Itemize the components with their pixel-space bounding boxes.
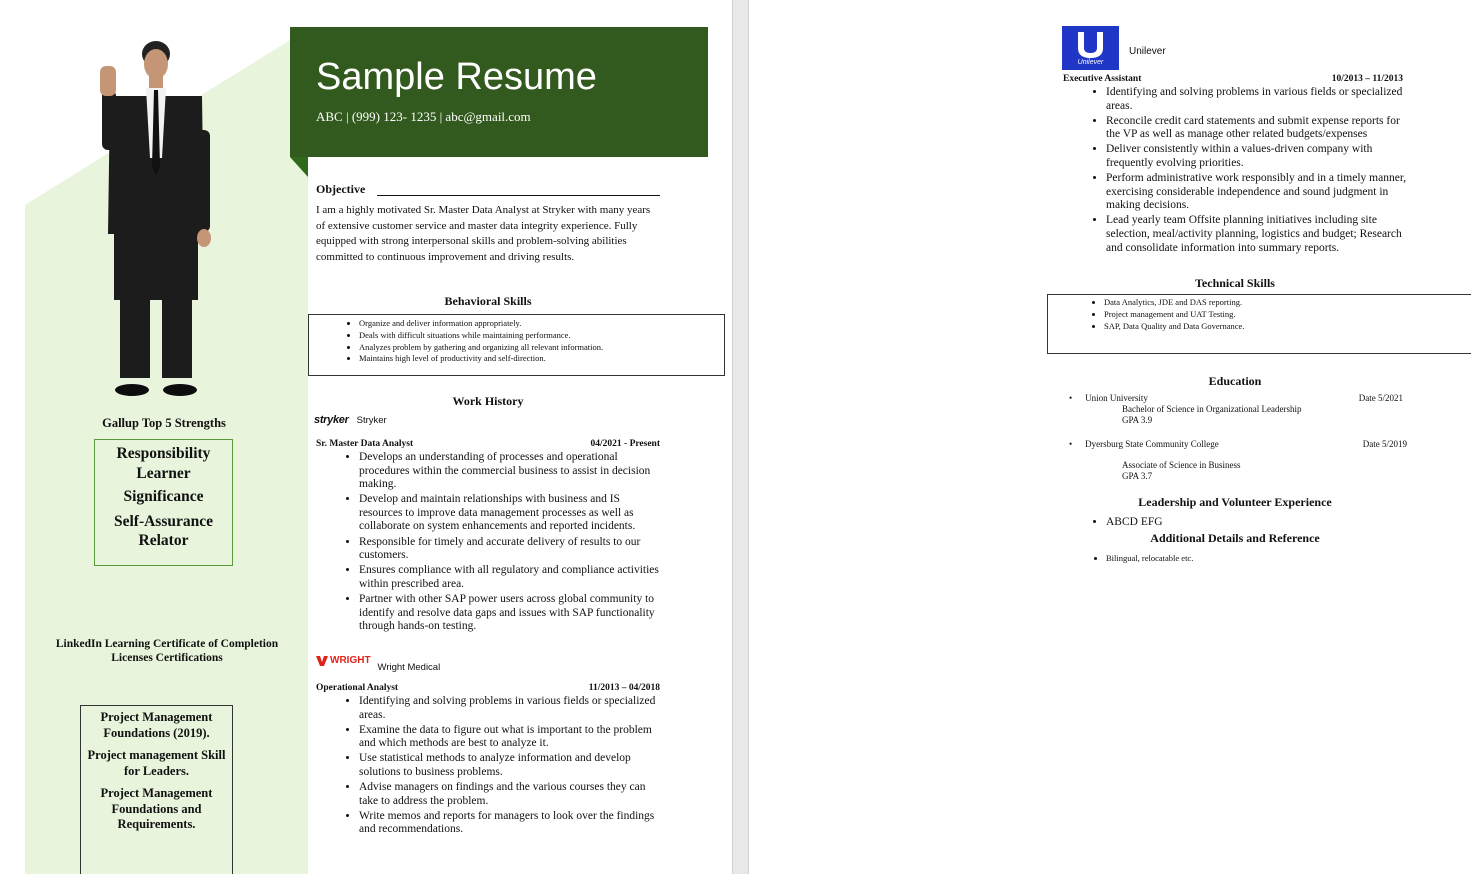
company-name: Unilever <box>1129 46 1166 57</box>
job-title-row <box>1063 74 1403 84</box>
behavioral-box <box>308 314 725 376</box>
behavioral-item: • Analyzes problem by gathering and organizing all relevant information. <box>359 342 724 354</box>
duty-item: • Identifying and solving problems in various fields or specialized areas. <box>1106 86 1416 113</box>
technical-box <box>1047 294 1471 354</box>
strength-item: Learner <box>136 464 191 482</box>
strength-item: Self-Assurance <box>113 512 214 530</box>
technical-heading: Technical Skills <box>1195 276 1275 290</box>
cert-item: Project Management Foundations and Requirements. <box>100 786 213 831</box>
resume-title: Sample Resume <box>316 56 597 98</box>
duty-item: • Develops an understanding of processes and operational procedures within the commercial business to assist in decision making. <box>359 451 659 492</box>
duty-item: • Identifying and solving problems in various fields or specialized areas. <box>359 695 659 722</box>
behavioral-item: • Deals with difficult situations while maintaining performance. <box>359 330 724 342</box>
duty-item: • Advise managers on findings and the various courses they can take to address the problem. <box>359 781 659 808</box>
wright-mark-icon <box>316 656 328 666</box>
education-heading: Education <box>1208 374 1262 388</box>
stryker-logo-row <box>314 414 387 426</box>
duty-item: • Perform administrative work responsibly and in a timely manner, exercising considerable independence and sound judgment in making decisions. <box>1106 172 1416 213</box>
job-title: Sr. Master Data Analyst <box>316 439 414 449</box>
job-dates: 04/2021 - Present <box>590 439 660 449</box>
wright-logo-row <box>316 655 440 673</box>
degree: Associate of Science in Business <box>1122 460 1241 471</box>
job-title-row <box>316 683 660 693</box>
school-name: Union University <box>1085 393 1148 403</box>
leadership-item: • ABCD EFG <box>1106 516 1163 528</box>
behavioral-item: • Maintains high level of productivity and self-direction. <box>359 353 724 365</box>
cert-title-line1: LinkedIn Learning Certificate of Completion <box>55 638 279 650</box>
unilever-logo-text: Unilever <box>1077 59 1104 66</box>
job-dates: 10/2013 – 11/2013 <box>1331 74 1403 84</box>
degree: Bachelor of Science in Organizational Leadership <box>1122 404 1302 415</box>
duty-item: • Partner with other SAP power users across global community to identify and resolve data gaps and issues with SAP functionality through hands-on testing. <box>359 593 659 634</box>
objective-rule <box>377 195 660 196</box>
profile-photo <box>92 38 220 402</box>
certifications-box <box>80 705 233 874</box>
strength-item: Responsibility <box>116 445 211 462</box>
certifications-title <box>30 637 304 665</box>
additional-heading: Additional Details and Reference <box>1150 531 1320 545</box>
work-history-heading: Work History <box>452 394 524 408</box>
leadership-heading: Leadership and Volunteer Experience <box>1138 495 1332 509</box>
duty-item: • Examine the data to figure out what is important to the problem and which methods are best to analyze it. <box>359 724 659 751</box>
strengths-box <box>94 439 233 566</box>
unilever-logo <box>1062 26 1119 70</box>
strength-item: Significance <box>123 488 204 505</box>
job-title-row <box>316 439 660 449</box>
education-entry-2: • Dyersburg State Community College Date 5/2019 Associate of Science in Business GPA 3.7 <box>1069 439 1407 482</box>
wright-logo-text: WRIGHT <box>330 655 371 666</box>
contact-info: ABC | (999) 123- 1235 | abc@gmail.com <box>316 109 531 124</box>
education-date: Date 5/2021 <box>1358 393 1403 403</box>
cert-title-line2: Licenses Certifications <box>111 652 223 664</box>
behavioral-item: • Organize and deliver information appropriately. <box>359 318 724 330</box>
resume-page-1 <box>0 0 733 874</box>
education-entry-1: • Union University Date 5/2021 Bachelor of Science in Organizational Leadership GPA 3.9 <box>1087 393 1407 427</box>
school-name: Dyersburg State Community College <box>1085 439 1219 449</box>
duty-item: • Ensures compliance with all regulatory and compliance activities within prescribed area. <box>359 564 659 591</box>
job1-duties <box>341 451 659 635</box>
resume-page-2 <box>748 0 1471 874</box>
stryker-logo: stryker <box>314 414 349 426</box>
job-title: Operational Analyst <box>316 683 399 693</box>
additional-item: • Bilingual, relocatable etc. <box>1106 553 1193 563</box>
technical-item: • SAP, Data Quality and Data Governance. <box>1104 321 1471 333</box>
gpa: GPA 3.9 <box>1122 415 1153 426</box>
gpa: GPA 3.7 <box>1122 471 1153 482</box>
education-date: Date 5/2019 <box>1362 439 1407 449</box>
duty-item: • Develop and maintain relationships with business and IS resources to improve data management processes as well as collaborate on system enhancements and reported incidents. <box>359 493 659 534</box>
job-dates: 11/2013 – 04/2018 <box>588 683 660 693</box>
technical-item: • Data Analytics, JDE and DAS reporting. <box>1104 297 1471 309</box>
duty-item: • Write memos and reports for managers to look over the findings and recommendations. <box>359 810 659 837</box>
strengths-title: Gallup Top 5 Strengths <box>102 416 226 430</box>
objective-text: I am a highly motivated Sr. Master Data Analyst at Stryker with many years of extensive customer service and master data integrity experience. Fully equipped with strong interpersonal skills and problem-solving abilities committed to continuous improvement and driving results. <box>316 204 651 263</box>
header-fold <box>290 157 308 177</box>
company-name: Wright Medical <box>377 662 441 673</box>
behavioral-heading: Behavioral Skills <box>444 294 532 308</box>
technical-item: • Project management and UAT Testing. <box>1104 309 1471 321</box>
company-name: Stryker <box>356 414 387 426</box>
duty-item: • Responsible for timely and accurate delivery of results to our customers. <box>359 536 659 563</box>
leadership-list <box>1088 516 1163 528</box>
duty-item: • Deliver consistently within a values-driven company with frequently evolving priorities. <box>1106 143 1416 170</box>
objective-heading: Objective <box>316 182 366 196</box>
duty-item: • Reconcile credit card statements and submit expense reports for the VP as well as manage other related budgets/expenses <box>1106 115 1416 142</box>
job2-duties <box>341 695 659 838</box>
duty-item: • Use statistical methods to analyze information and develop solutions to business problems. <box>359 752 659 779</box>
job3-duties <box>1088 86 1416 257</box>
duty-item: • Lead yearly team Offsite planning initiatives including site selection, meal/activity planning, logistics and budget; Research and consolidate information into summary reports. <box>1106 214 1416 255</box>
wright-logo <box>316 655 371 666</box>
job-title: Executive Assistant <box>1063 74 1142 84</box>
cert-item: Project management Skill for Leaders. <box>87 748 226 778</box>
additional-list <box>1088 553 1193 563</box>
strength-item: Relator <box>138 532 189 549</box>
cert-item: Project Management Foundations (2019). <box>100 710 213 740</box>
